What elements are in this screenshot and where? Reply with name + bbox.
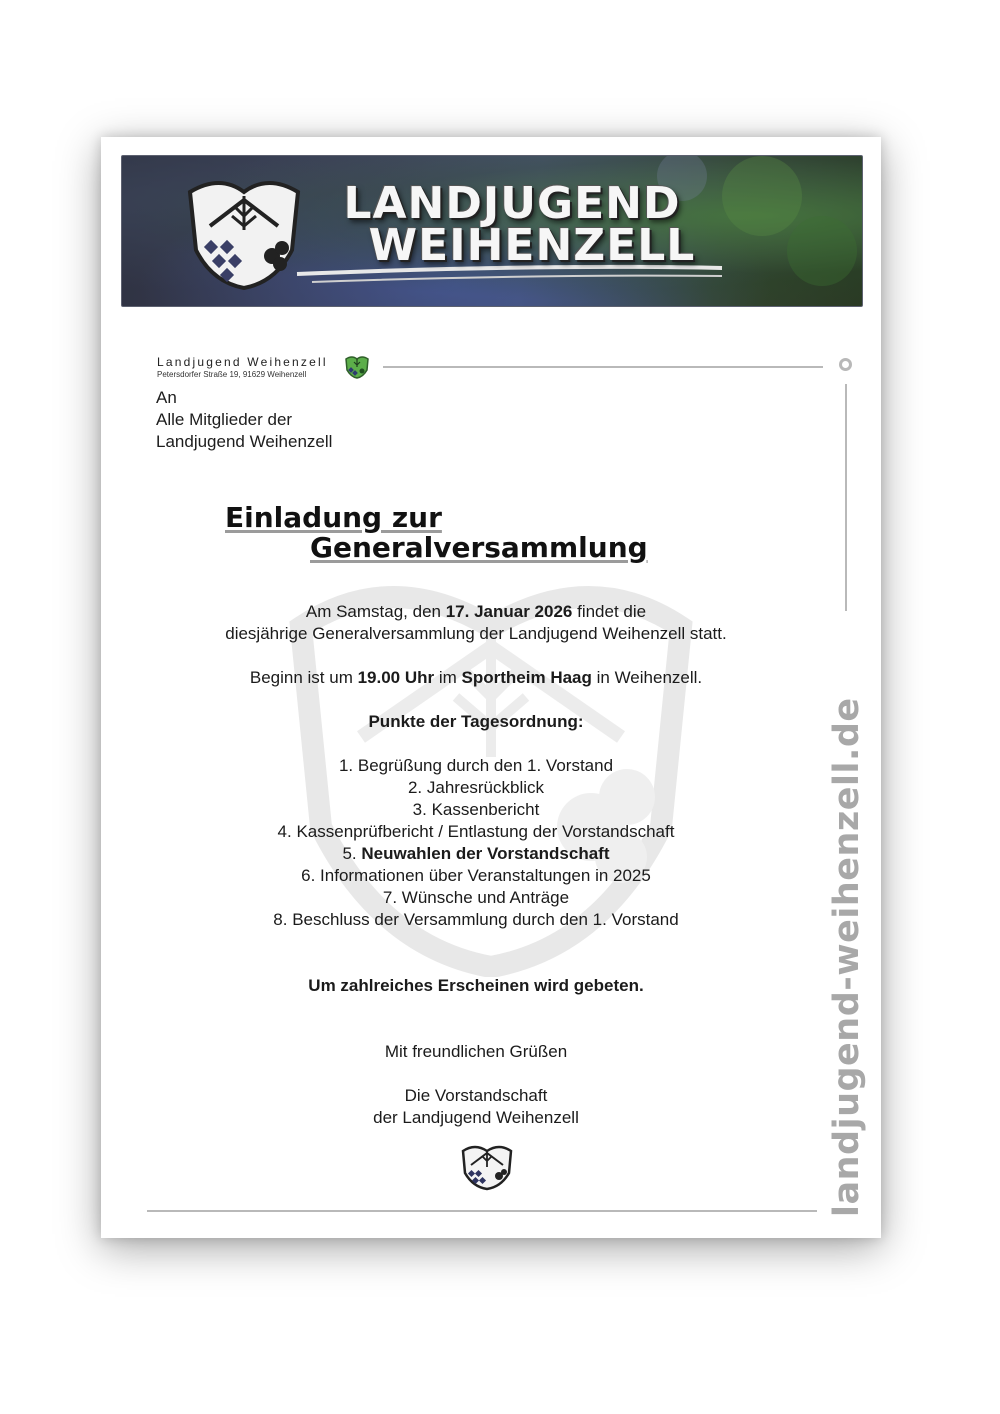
agenda-item: 6. Informationen über Veranstaltungen in 2025 [301, 866, 651, 885]
agenda-item: 1. Begrüßung durch den 1. Vorstand [338, 756, 614, 775]
crest-footer-icon [459, 1143, 515, 1191]
intro-paragraph: Am Samstag, den 17. Januar 2026 findet die diesjährige Generalversammlung der Landjugend Weihenzell statt. [225, 602, 727, 643]
side-website-text: landjugend-weihenzell.de [827, 697, 867, 1217]
agenda-heading: Punkte der Tagesordnung: [368, 712, 584, 731]
letter-page [101, 137, 881, 1238]
banner-title-line1: LANDJUGEND [343, 178, 681, 229]
ring-ornament-icon [839, 358, 852, 371]
banner-title-line2: WEIHENZELL [368, 220, 696, 271]
header-banner [121, 155, 863, 307]
agenda-list [141, 755, 811, 931]
crest-logo-icon [180, 170, 308, 292]
crest-small-icon [344, 355, 370, 379]
agenda-item: 2. Jahresrückblick [407, 778, 545, 797]
sender-address: Petersdorfer Straße 19, 91629 Weihenzell [157, 370, 307, 379]
recipient-line1: An [156, 388, 177, 407]
recipient-line2: Alle Mitglieder der [156, 410, 293, 429]
start-paragraph: Beginn ist um 19.00 Uhr im Sportheim Haag in Weihenzell. [249, 668, 703, 687]
agenda-item: 5. Neuwahlen der Vorstandschaft [342, 844, 610, 863]
agenda-item: 3. Kassenbericht [412, 800, 540, 819]
title-line2: Generalversammlung [310, 531, 648, 564]
agenda-item: 4. Kassenprüfbericht / Entlastung der Vorstandschaft [277, 822, 675, 841]
greeting: Mit freundlichen Grüßen [384, 1042, 568, 1061]
top-rule [383, 366, 823, 368]
sender-block [157, 355, 328, 379]
signature-block: Die Vorstandschaft der Landjugend Weihenzell [373, 1086, 579, 1127]
agenda-item: 7. Wünsche und Anträge [382, 888, 570, 907]
sender-name: Landjugend Weihenzell [157, 355, 328, 369]
vertical-rule [845, 384, 847, 611]
bottom-rule [147, 1210, 817, 1212]
agenda-item: 8. Beschluss der Versammlung durch den 1. Vorstand [273, 910, 679, 929]
recipient-block [156, 387, 332, 453]
recipient-line3: Landjugend Weihenzell [156, 432, 333, 451]
side-website [826, 625, 868, 1217]
closing-line: Um zahlreiches Erscheinen wird gebeten. [308, 976, 644, 995]
title-line1: Einladung zur [225, 501, 442, 534]
